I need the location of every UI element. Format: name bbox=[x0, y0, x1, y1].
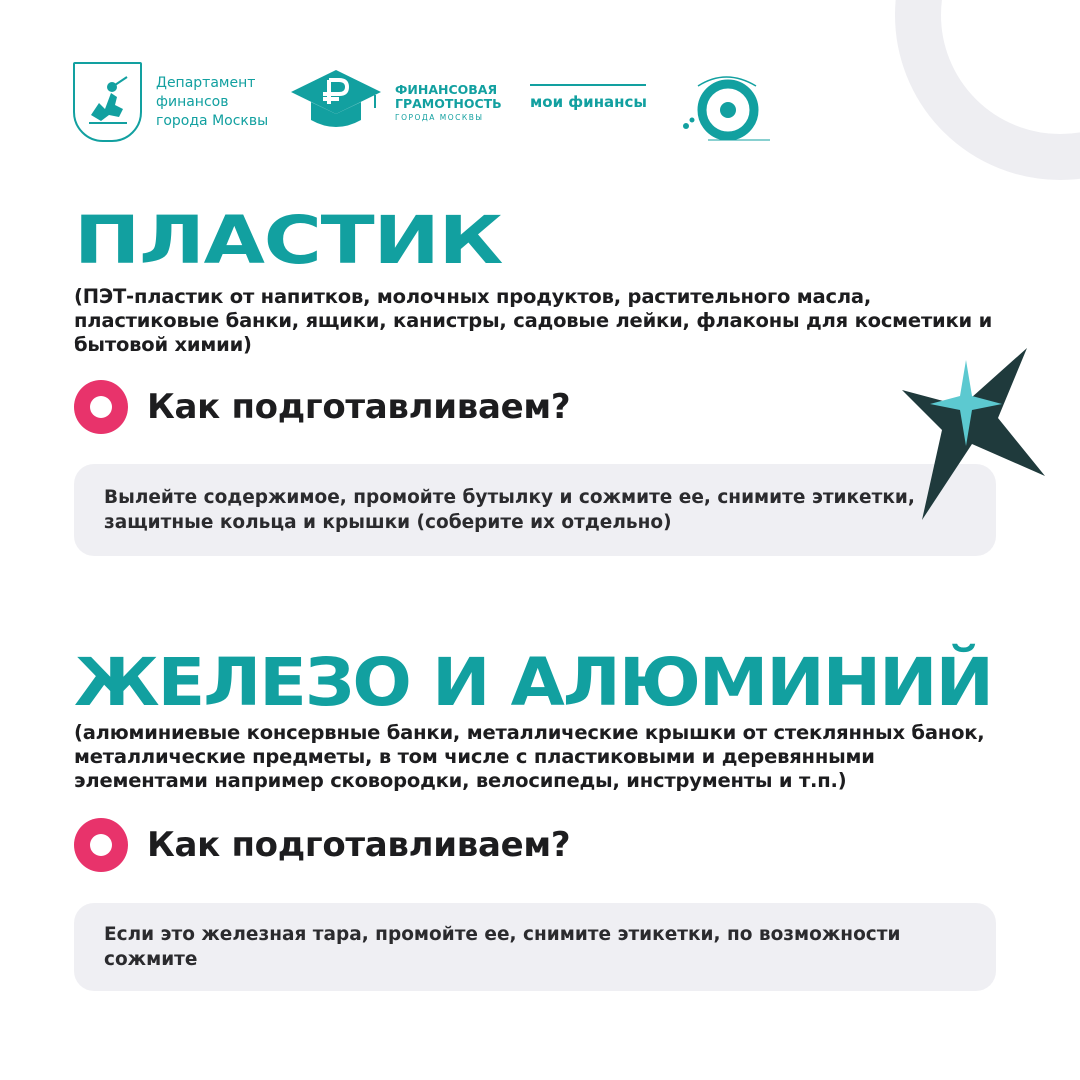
moi-finansy-logo bbox=[530, 84, 647, 111]
department-logo-text: Департамент финансов города Москвы bbox=[156, 74, 269, 129]
instruction-card-metal bbox=[74, 903, 996, 991]
eco-circle-icon bbox=[678, 66, 774, 144]
how-prepare-label: Как подготавливаем? bbox=[147, 387, 571, 427]
instruction-text-plastic: Вылейте содержимое, промойте бутылку и сожмите ее, снимите этикетки, защитные кольца и крышки (соберите их отдельно) bbox=[104, 487, 915, 533]
how-prepare-label: Как подготавливаем? bbox=[147, 825, 571, 865]
financial-literacy-logo bbox=[289, 68, 502, 136]
section-description-plastic: (ПЭТ-пластик от напитков, молочных продуктов, растительного масла, пластиковые банки, ящики, канистры, садовые лейки, флаконы для косметики и бытовой химии) bbox=[74, 285, 993, 356]
moi-finansy-text: мои финансы bbox=[530, 93, 647, 111]
graduation-cap-ruble-icon bbox=[289, 68, 383, 136]
section-heading-plastic: ПЛАСТИК bbox=[74, 202, 503, 279]
moscow-coat-of-arms-icon bbox=[73, 62, 142, 142]
eco-relay-logo bbox=[678, 66, 774, 148]
instruction-card-plastic bbox=[74, 464, 996, 556]
decorative-ring bbox=[895, 0, 1080, 180]
section-heading-metal: ЖЕЛЕЗО И АЛЮМИНИЙ bbox=[74, 644, 992, 721]
bullet-ring-icon bbox=[74, 818, 128, 872]
department-finance-logo bbox=[73, 62, 286, 142]
moi-finansy-line bbox=[530, 84, 646, 86]
how-prepare-row-plastic bbox=[74, 380, 570, 434]
how-prepare-row-metal bbox=[74, 818, 570, 872]
instruction-text-metal: Если это железная тара, промойте ее, снимите этикетки, по возможности сожмите bbox=[104, 924, 901, 970]
bullet-ring-icon bbox=[74, 380, 128, 434]
financial-literacy-subtitle: ГОРОДА МОСКВЫ bbox=[395, 112, 484, 122]
financial-literacy-title: ФИНАНСОВАЯ ГРАМОТНОСТЬ bbox=[395, 81, 502, 111]
section-description-metal: (алюминиевые консервные банки, металлические крышки от стеклянных банок, металлические предметы, в том числе с пластиковыми и деревянными элементами например сковородки, велосипеды, инструменты и т.п.) bbox=[74, 721, 985, 792]
sparkle-star-icon bbox=[900, 348, 1050, 523]
